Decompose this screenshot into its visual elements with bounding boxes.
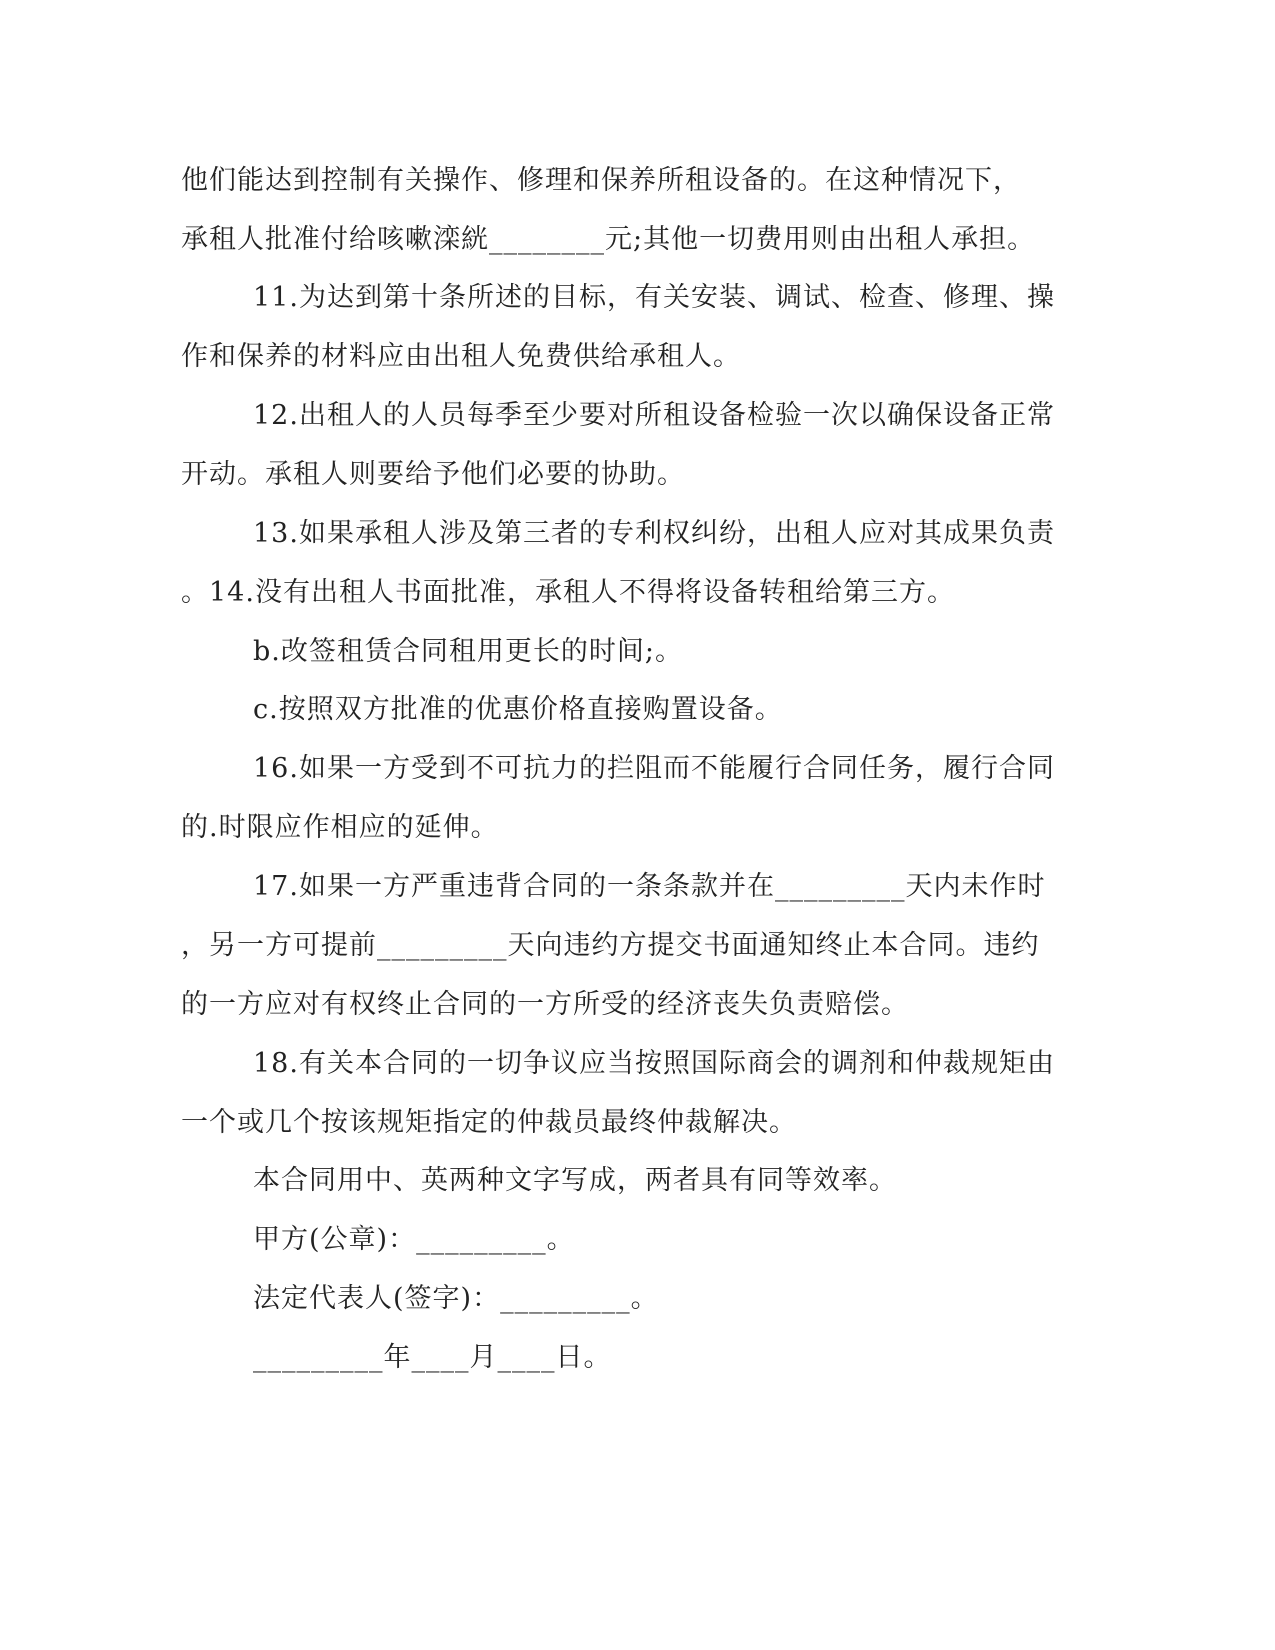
- text-line: 的一方应对有权终止合同的一方所受的经济丧失负责赔偿。: [181, 989, 909, 1020]
- text-line: ，另一方可提前_________天向违约方提交书面通知终止本合同。违约: [181, 930, 1040, 961]
- text-line: 作和保养的材料应由出租人免费供给承租人。: [181, 341, 741, 372]
- item-c: c.按照双方批准的优惠价格直接购置设备。: [253, 694, 783, 725]
- text-line: 一个或几个按该规矩指定的仲裁员最终仲裁解决。: [181, 1107, 797, 1138]
- clause-14: 。14.没有出租人书面批准，承租人不得将设备转租给第三方。: [181, 577, 955, 608]
- clause-12: 12.出租人的人员每季至少要对所租设备检验一次以确保设备正常: [253, 400, 1055, 431]
- text-line: 他们能达到控制有关操作、修理和保养所租设备的。在这种情况下，: [181, 165, 1021, 196]
- text-line: 的.时限应作相应的延伸。: [181, 812, 499, 843]
- date-line: _________年____月____日。: [253, 1342, 612, 1373]
- text-line: 开动。承租人则要给予他们必要的协助。: [181, 459, 685, 490]
- clause-11: 11.为达到第十条所述的目标，有关安装、调试、检查、修理、操: [253, 282, 1055, 313]
- legal-representative-line: 法定代表人(签字)：_________。: [253, 1283, 659, 1314]
- text-line: 承租人批准付给咳嗽滦絖________元;其他一切费用则由出租人承担。: [181, 224, 1036, 255]
- clause-13: 13.如果承租人涉及第三者的专利权纠纷，出租人应对其成果负责: [253, 518, 1055, 549]
- clause-17: 17.如果一方严重违背合同的一条条款并在_________天内未作时: [253, 871, 1046, 902]
- party-a-seal-line: 甲方(公章)：_________。: [253, 1224, 575, 1255]
- clause-16: 16.如果一方受到不可抗力的拦阻而不能履行合同任务，履行合同: [253, 753, 1055, 784]
- language-clause: 本合同用中、英两种文字写成，两者具有同等效率。: [253, 1165, 897, 1196]
- clause-18: 18.有关本合同的一切争议应当按照国际商会的调剂和仲裁规矩由: [253, 1048, 1055, 1079]
- item-b: b.改签租赁合同租用更长的时间;。: [253, 636, 683, 667]
